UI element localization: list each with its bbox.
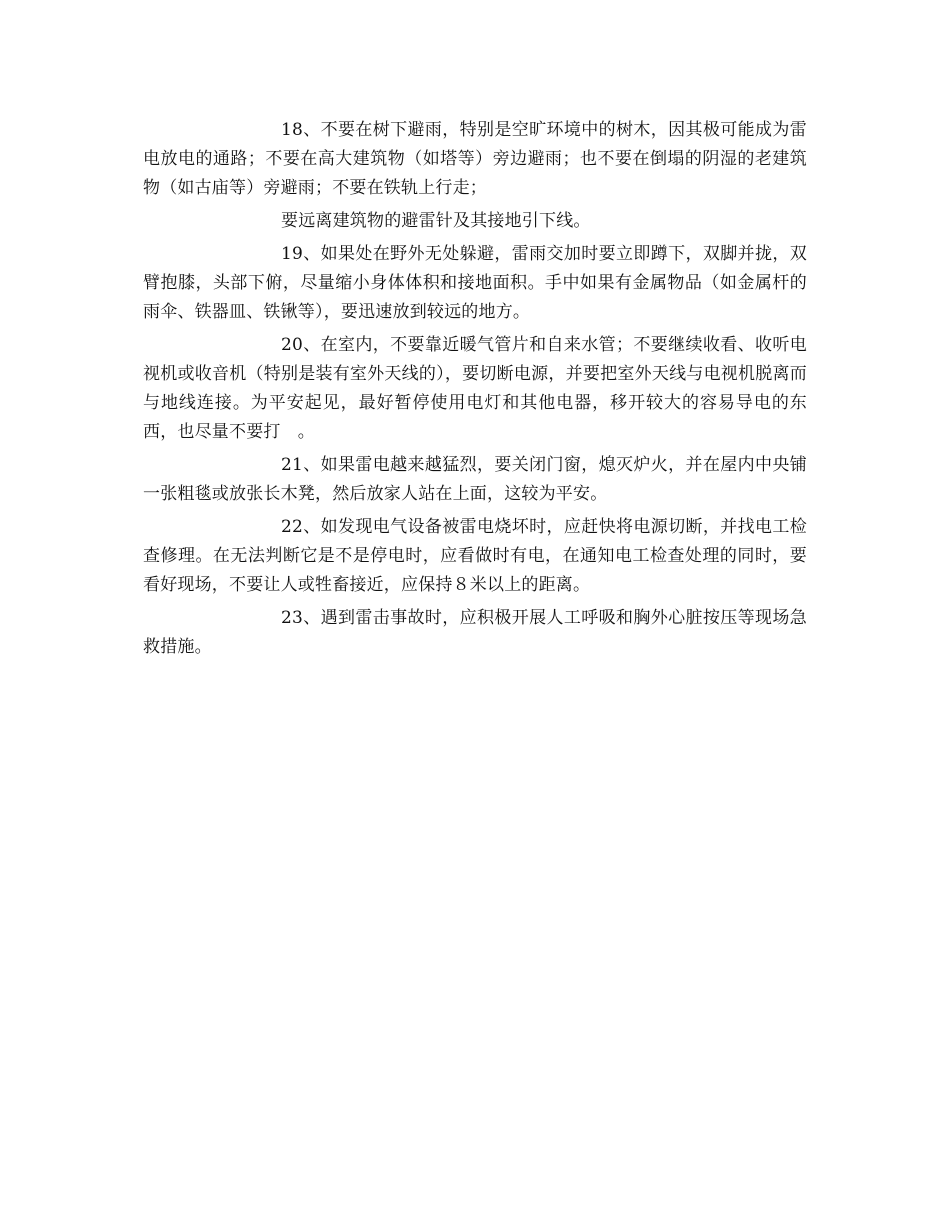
paragraph-19: 19、如果处在野外无处躲避，雷雨交加时要立即蹲下，双脚并拢，双臂抱膝，头部下俯，尽量缩小身体体积和接地面积。手中如果有金属物品（如金属杆的雨伞、铁器皿、铁锹等），要迅速放到较远的地方。 xyxy=(143,244,807,322)
paragraph-20: 20、在室内，不要靠近暖气管片和自来水管；不要继续收看、收听电视机或收音机（特别是装有室外天线的），要切断电源，并要把室外天线与电视机脱离而与地线连接。为平安起见，最好暂停使用电灯和其他电器，移开较大的容易导电的东西，也尽量不要打 。 xyxy=(143,335,807,442)
paragraph-lightning-rod: 要远离建筑物的避雷针及其接地引下线。 xyxy=(281,211,591,231)
paragraph-18: 18、不要在树下避雨，特别是空旷环境中的树木，因其极可能成为雷电放电的通路；不要在高大建筑物（如塔等）旁边避雨；也不要在倒塌的阴湿的老建筑物（如古庙等）旁避雨；不要在铁轨上行走； xyxy=(143,120,807,198)
paragraph-21: 21、如果雷电越来越猛烈，要关闭门窗，熄灭炉火，并在屋内中央铺一张粗毯或放张长木凳，然后放家人站在上面，这较为平安。 xyxy=(143,455,807,504)
paragraph-23: 23、遇到雷击事故时，应积极开展人工呼吸和胸外心脏按压等现场急救措施。 xyxy=(143,608,807,657)
document-body xyxy=(143,116,807,666)
paragraph-22: 22、如发现电气设备被雷电烧坏时，应赶快将电源切断，并找电工检查修理。在无法判断它是不是停电时，应看做时有电，在通知电工检查处理的同时，要看好现场，不要让人或牲畜接近，应保持８米以上的距离。 xyxy=(143,517,807,595)
